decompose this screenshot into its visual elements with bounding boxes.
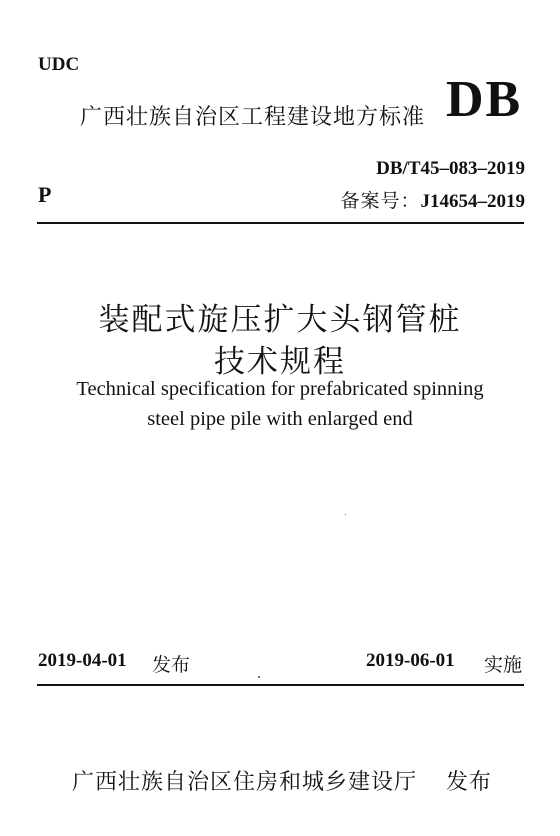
db-mark: DB [446,71,523,128]
english-title-line-2: steel pipe pile with enlarged end [147,408,413,430]
title-line-2: 技术规程 [214,344,346,380]
record-number-line [340,186,525,213]
standard-type: 广西壮族自治区工程建设地方标准 [80,105,426,130]
top-divider [37,222,524,224]
bottom-divider [37,684,524,686]
issue-label: 发布 [152,654,191,676]
implement-label: 实施 [484,654,523,676]
record-number: J14654–2019 [420,191,525,212]
implement-date: 2019-06-01 [366,650,455,671]
udc-label: UDC [38,54,80,75]
english-title-line-1: Technical specification for prefabricated spinning [76,378,484,400]
category-code: P [38,182,52,207]
publisher: 广西壮族自治区住房和城乡建设厅 [72,770,418,795]
issue-date: 2019-04-01 [38,650,127,671]
title-line-1: 装配式旋压扩大头钢管桩 [98,302,462,338]
speck [258,676,260,678]
standard-number: DB/T45–083–2019 [376,158,525,179]
record-label: 备案号： [340,191,421,212]
speck [345,514,346,515]
publish-label: 发布 [446,770,493,795]
